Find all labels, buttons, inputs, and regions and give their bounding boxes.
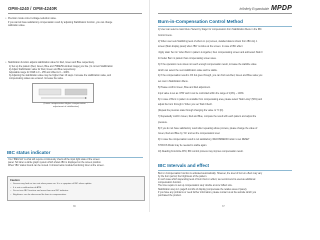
body-line: Green, Red and Blue by 'On' and set the compensation level. (158, 133, 221, 136)
body-line: Burn-in Compensation function is activated automatically. However, the level of burn-in effect may vary (158, 173, 263, 175)
right-page-header (240, 5, 292, 12)
right-page-number: 37 (222, 205, 225, 208)
body-line: compensation function. (158, 182, 182, 185)
left-page (0, 0, 150, 212)
body-line: 9) In case the compensation result is not satisfactory, RECOMMEND button to set RESET (158, 139, 250, 142)
ibc-status-title: IBC status indicator (7, 150, 51, 155)
caution-item: • Brightness can be decreased for burn in compensation. (13, 194, 67, 196)
compensation-diagram (32, 83, 94, 103)
body-line: Control menu. (158, 34, 173, 37)
body-line: pressure. (158, 121, 168, 124)
diagram-caption-line: adjustment of stabilization) (53, 106, 79, 108)
ibc-line: panel. Tell when a white graph system which shows IBC is displayed on the screen position. (8, 162, 102, 165)
body-line: 4) If the compensation result is OK but goes through, you can find new Red, Green and Blue value you (158, 75, 263, 78)
right-page (150, 0, 300, 212)
ibc-title-rule (7, 157, 143, 158)
ibc-line: Your 'IBE/LS/A' is what will require continuously check all the input light state of the screen (8, 159, 100, 161)
body-line: for better Burn in pattern than compensating screen area. (158, 58, 217, 60)
section-title-rule (158, 170, 292, 171)
body-line: (Repeat the previous state through changing the value 'or 'O (N). (158, 110, 224, 113)
body-line: The time require to set up compensation step 'double at once' Effect size. (158, 185, 233, 188)
body-line: adjust the burn through it. When you set 'Stab Check'. (158, 104, 213, 107)
step-line: 2) Adjust Stabilization value for Red, Green and Blue respectively. (9, 68, 76, 71)
intro-line: If you cannot have satisfactory compensation result by adjusting Stabilization function, you can change (8, 21, 113, 24)
intro-line: calibration value. (8, 24, 26, 27)
body-line: 2) When user sets Stabilizing level of effect on (ex) screen, detailed data is shown from IBC Adj. 1 (158, 40, 258, 43)
step-line: compensating values are entered. Increase the value. (9, 77, 64, 80)
section-title-rule (158, 26, 292, 27)
left-page-header: OPM-4240 / OPM-4240R (8, 6, 58, 11)
section-title-burn-in: Burn-in-Compensation Control Method (158, 19, 243, 24)
caution-item: • It is not a malfunction of ATM. (13, 187, 42, 189)
left-page-number: 36 (73, 205, 76, 208)
ibc-line: When 'IBC' status bound can be moved. It shows below module/monitoring timer at the screen. (8, 165, 105, 168)
caution-title: Caution (10, 178, 20, 182)
diagram-caption (30, 103, 102, 109)
step-line: 3) Adjusting the stabilization value may be higher than 10 steps. Increase the stabilization value, and (9, 74, 112, 77)
body-line: purchased the product. (158, 194, 182, 197)
step-line: 1) Set up the pattern (Red, Green, Blue and 75IRE/50 window image) you like. (In correct Stabilization (9, 65, 113, 68)
body-line: 6) In case of Burn in pattern is unstable from compensating area, please select 'Stab Lowly' (50%) and (158, 98, 263, 101)
body-line: If you have any problems or need further information, please contact us at the website which you (158, 191, 257, 194)
body-line: 5) Please confirm Green, Blue and Red adjustment. (158, 87, 211, 89)
body-line: 7) Repeatedly confirm Green, Red and Blue, compare the result with each pattern and adjust the (158, 116, 257, 118)
body-line: STOCKS Model may be needed to stable again. (158, 145, 207, 147)
right-header-rule (158, 13, 292, 14)
body-line: by the burn period, the brightness of the pattern. (158, 176, 208, 179)
body-line: which can select the next stabilization value and be stable. (158, 69, 218, 72)
header-brand: MPDP (270, 5, 292, 12)
caution-item: • Screen may fade or turn out when power on. It is a symptom of IBC when update. (13, 183, 92, 185)
caution-item: • Do not use IBC function and more than one IBC indicator. (13, 190, 69, 192)
left-header-rule (8, 13, 142, 14)
step-line: Adjustable range for RGB is 0 ~ 255 and offset is 0 ~ 100%. (9, 71, 70, 74)
body-line: In such case which depending level of burnt burn-in effect, we recommend to execute additional (158, 179, 256, 182)
diagram-caption-line: (Lower compensation Higher compensation → (43, 103, 89, 105)
body-line: set now in Stabilization Menu. (158, 81, 189, 84)
header-tagline: Infinitely Expandable (239, 7, 269, 11)
intro-bullet: • Precision mode correct voltage-reduction value. (8, 18, 57, 21)
body-line: Stabilization step is 1 page/6 months of display (compensate the relative area of panel). (158, 188, 247, 191)
body-line: 1) User can select a main Menu 'Select by Stage' for compensation from Stabilization Menu in the IBC (158, 29, 262, 31)
body-line: 3) If the operation menu does not reach enough compensation result, increase the stabilize value (158, 63, 257, 66)
caution-box (7, 176, 145, 201)
body-line: 8) If you do not have satisfactory result after repeating above process, please change the value of (158, 127, 258, 130)
body-line: screen (Main display panel) when 'IBC' is Active at the screen. In case of IBC effect (158, 46, 243, 49)
body-line: Input value is set as 'ATM' and it can be controlled within the range of 1(0%) ~ 100%. (158, 92, 245, 95)
body-line: 10) Reading from/write ATM, IBC control process may improve compensation result. (158, 150, 244, 153)
compensation-diagram-graphic (33, 84, 93, 102)
section-title-intervals: IBC Intervals and effect (158, 163, 210, 168)
step-line: • Stabilization function adjusts stabilization value for Red, Green and Blue respectively. (8, 62, 95, 65)
body-line: 'Apply state' Set 'on' when Burn in pattern is together, then compensating screen and add select Stab 0 (158, 52, 263, 55)
